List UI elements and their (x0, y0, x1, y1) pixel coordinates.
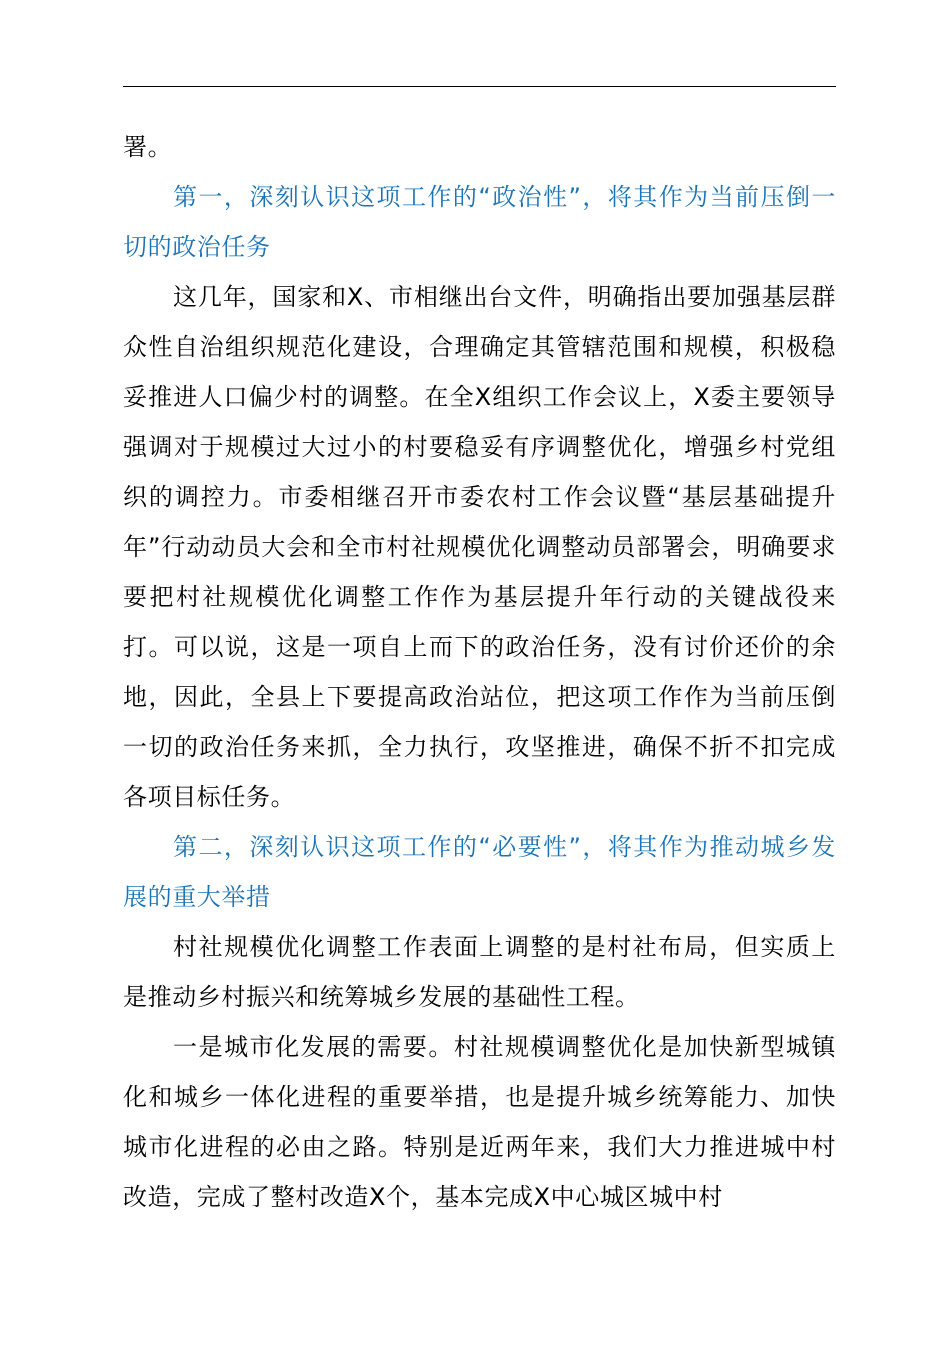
paragraph-continuation: 署。 (123, 133, 173, 161)
section-heading-2: 第二，深刻认识这项工作的“必要性”，将其作为推动城乡发展的重大举措 (123, 833, 836, 911)
paragraph-body-1: 这几年，国家和X、市相继出台文件，明确指出要加强基层群众性自治组织规范化建设，合理确定其管辖范围和规模，积极稳妥推进人口偏少村的调整。在全X组织工作会议上，X委主要领导强调对于规模过大过小的村要稳妥有序调整优化，增强乡村党组织的调控力。市委相继召开市委农村工作会议暨“基层基础提升年”行动动员大会和全市村社规模优化调整动员部署会，明确要求要把村社规模优化调整工作作为基层提升年行动的关键战役来打。可以说，这是一项自上而下的政治任务，没有讨价还价的余地，因此，全县上下要提高政治站位，把这项工作作为当前压倒一切的政治任务来抓，全力执行，攻坚推进，确保不折不扣完成各项目标任务。 (123, 283, 836, 811)
paragraph-body-2: 村社规模优化调整工作表面上调整的是村社布局，但实质上是推动乡村振兴和统筹城乡发展的基础性工程。 (123, 933, 836, 1011)
document-body (123, 122, 836, 1222)
header-rule (123, 86, 836, 87)
paragraph-body-3: 一是城市化发展的需要。村社规模调整优化是加快新型城镇化和城乡一体化进程的重要举措，也是提升城乡统筹能力、加快城市化进程的必由之路。特别是近两年来，我们大力推进城中村改造，完成了整村改造X个，基本完成X中心城区城中村 (123, 1033, 836, 1211)
section-heading-1: 第一，深刻认识这项工作的“政治性”，将其作为当前压倒一切的政治任务 (123, 183, 836, 261)
